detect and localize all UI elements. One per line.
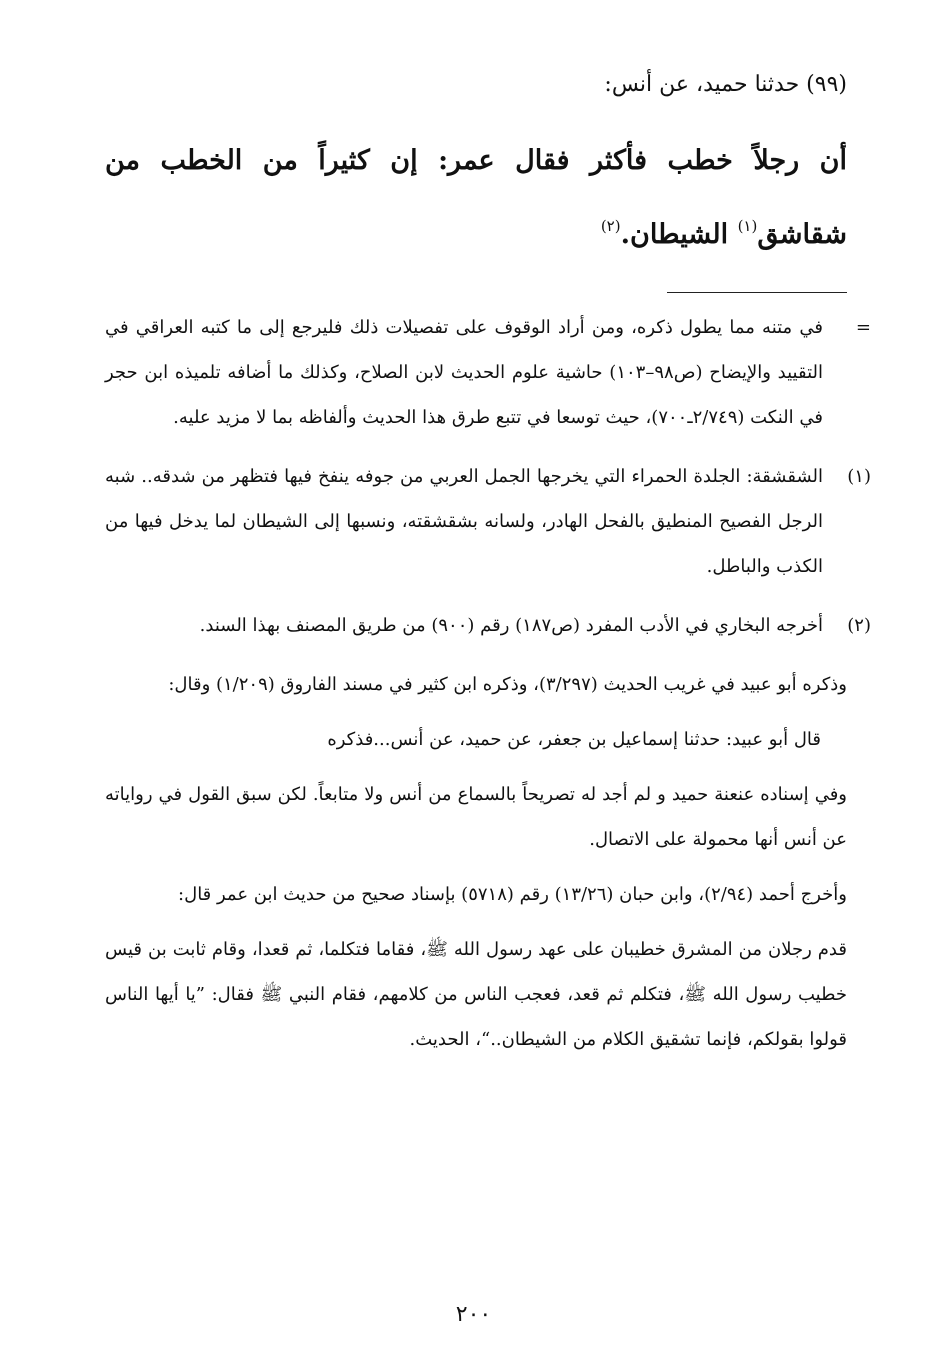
footnote-2-mark: (٢) — [847, 615, 871, 636]
footnote-2-paragraph-4: وأخرج أحمد (٢/٩٤)، وابن حبان (١٣/٢٦) رقم (٥٧١٨) بإسناد صحيح من حديث ابن عمر قال: — [178, 884, 847, 905]
footnote-2 — [105, 603, 871, 648]
footnote-separator — [667, 292, 847, 293]
footnote-1-text: الشقشقة: الجلدة الحمراء التي يخرجها الجمل العربي من جوفه ينفخ فيها فتظهر من شدقه.. شبه الرجل الفصيح المنطيق بالفحل الهادر، ولسانه بشقشقته، ونسبها إلى الشيطان لما يدخل فيها من الكذب والباطل. — [105, 466, 823, 577]
page-content — [105, 60, 871, 1072]
footnote-2-paragraph-3: وفي إسناده عنعنة حميد و لم أجد له تصريحاً بالسماع من أنس ولا متابعاً. لكن سبق القول في رواياته عن أنس أنها محمولة على الاتصال. — [105, 784, 847, 850]
hadith-matn — [105, 124, 847, 272]
matn-text-part2: الشيطان. — [620, 219, 738, 250]
footnote-2-paragraph-2: قال أبو عبيد: حدثنا إسماعيل بن جعفر، عن حميد، عن أنس...فذكره — [327, 729, 821, 750]
hadith-header: (٩٩) حدثنا حميد، عن أنس: — [604, 72, 847, 97]
footnote-2-paragraph-1: وذكره أبو عبيد في غريب الحديث (٣/٢٩٧)، وذكره ابن كثير في مسند الفاروق (١/٢٠٩) وقال: — [168, 674, 847, 695]
matn-text-part1: أن رجلاً خطب فأكثر فقال عمر: إن كثيراً من الخطب من شقاشق — [105, 145, 847, 250]
footnote-2-text: أخرجه البخاري في الأدب المفرد (ص١٨٧) رقم (٩٠٠) من طريق المصنف بهذا السند. — [199, 615, 823, 636]
footnote-1 — [105, 454, 871, 589]
footnote-continuation — [105, 305, 871, 440]
page-number: ٢٠٠ — [455, 1302, 492, 1327]
footnote-ref-2: (٢) — [600, 217, 621, 235]
footnote-1-mark: (١) — [847, 466, 871, 487]
continuation-mark: = — [855, 317, 871, 338]
continuation-text: في متنه مما يطول ذكره، ومن أراد الوقوف على تفصيلات ذلك فليرجع إلى ما كتبه العراقي في التقييد والإيضاح (ص٩٨–١٠٣) حاشية علوم الحديث لابن الصلاح، وكذلك ما أضافه تلميذه ابن حجر في النكت (٢/٧٤٩ـ٧٠٠)، حيث توسعا في تتبع طرق هذا الحديث وألفاظه بما لا مزيد عليه. — [105, 317, 823, 428]
footnote-2-paragraph-5: قدم رجلان من المشرق خطيبان على عهد رسول الله ﷺ، فقاما فتكلما، ثم قعدا، وقام ثابت بن قيس خطيب رسول الله ﷺ، فتكلم ثم قعد، فعجب الناس من كلامهم، فقام النبي ﷺ فقال: ”يا أيها الناس قولوا بقولكم، فإنما تشقيق الكلام من الشيطان..“، الحديث. — [105, 939, 847, 1050]
footnote-ref-1: (١) — [737, 217, 758, 235]
